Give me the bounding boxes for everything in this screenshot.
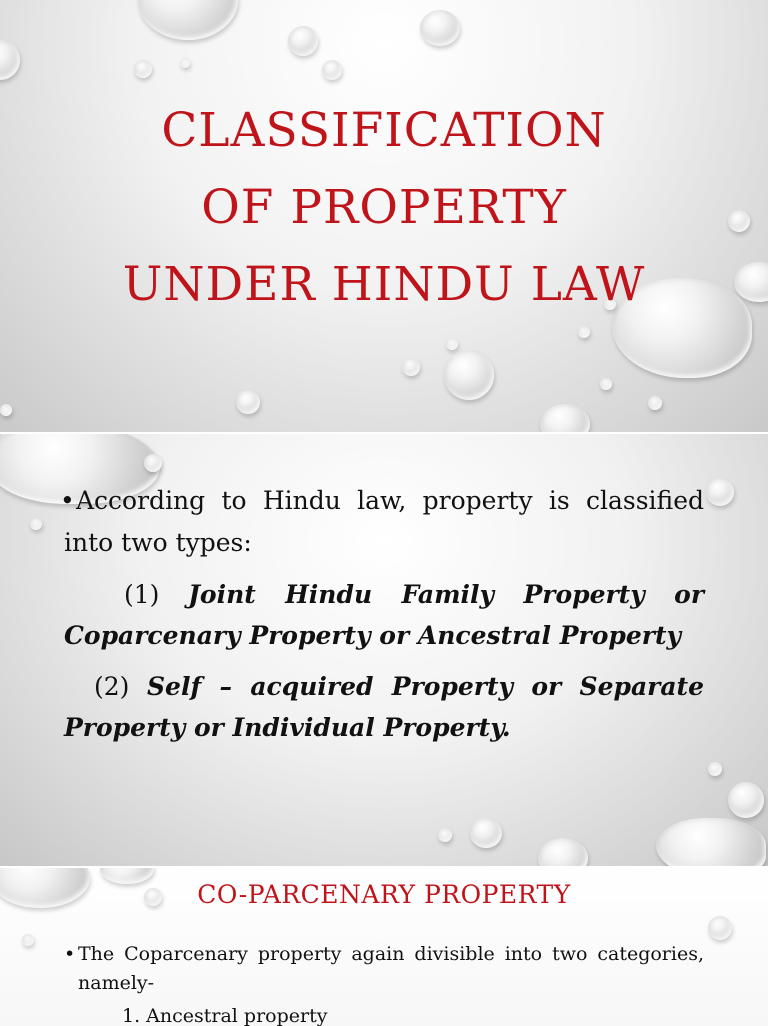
bullet-icon: •: [64, 943, 76, 965]
water-drop: [30, 518, 42, 530]
slide-body: [64, 940, 704, 1026]
item-text: Self – acquired Property or Separate Property or Individual Property.: [64, 672, 704, 742]
water-drop: [134, 60, 152, 78]
item-number: (1): [124, 580, 160, 609]
classification-slide: [0, 434, 768, 866]
water-drop: [708, 762, 722, 776]
title-line: UNDER HINDU LAW: [122, 257, 646, 312]
item-number: (2): [94, 672, 130, 701]
water-drop: [438, 828, 452, 842]
slide-body: [60, 480, 704, 748]
water-drop: [144, 454, 162, 472]
water-drop: [138, 0, 238, 40]
list-item: [64, 666, 704, 748]
water-drop: [708, 916, 732, 940]
list-item: [64, 574, 704, 656]
slide-title: [0, 92, 768, 323]
water-drop: [470, 818, 502, 848]
intro-text: The Coparcenary property again divisible into two categories, namely-: [78, 943, 704, 994]
water-drop: [322, 60, 342, 80]
water-drop: [180, 58, 190, 68]
water-drop: [446, 338, 458, 350]
water-drop: [600, 378, 612, 390]
water-drop: [706, 478, 734, 506]
bullet-icon: •: [60, 486, 75, 515]
water-drop: [648, 396, 662, 410]
water-drop: [656, 818, 766, 866]
bullet-paragraph: [64, 940, 704, 998]
water-drop: [0, 40, 20, 80]
title-slide: [0, 0, 768, 432]
water-drop: [0, 404, 12, 416]
item-text: Joint Hindu Family Property or Coparcenary Property or Ancestral Property: [64, 580, 704, 650]
intro-text: According to Hindu law, property is classified into two types:: [64, 486, 704, 557]
title-line: CLASSIFICATION: [161, 103, 607, 158]
water-drop: [540, 404, 590, 432]
water-drop: [402, 358, 420, 376]
water-drop: [444, 350, 494, 400]
coparcenary-slide: [0, 868, 768, 1026]
water-drop: [728, 782, 764, 818]
water-drop: [538, 838, 588, 866]
section-heading: CO-PARCENARY PROPERTY: [197, 880, 571, 909]
water-drop: [236, 390, 260, 414]
bullet-paragraph: [60, 480, 704, 564]
water-drop: [22, 934, 34, 946]
water-drop: [288, 26, 318, 56]
water-drop: [578, 326, 590, 338]
title-line: OF PROPERTY: [201, 180, 567, 235]
water-drop: [420, 10, 460, 46]
list-item: 1. Ancestral property: [122, 1005, 328, 1026]
